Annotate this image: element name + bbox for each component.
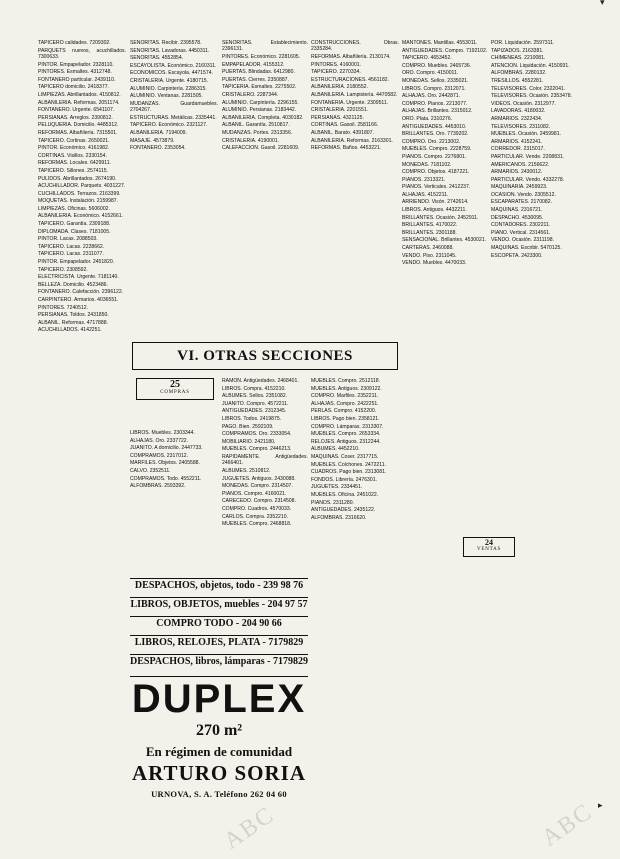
classified-ad: BRILLANTES. Ocasión. 2452911. — [402, 214, 479, 221]
classified-ad: CONTADORES. 2302211. — [491, 222, 551, 229]
classified-ad: ALHAJAS. Brillantes. 2315012. — [402, 108, 473, 115]
classified-ad: CORTINAS. Visillos. 2330154. — [38, 152, 107, 159]
classified-ad: ALBAÑILERIA. Económico. 4152661. — [38, 213, 123, 220]
classified-ad: COMPRO. Oro. 2213002. — [402, 138, 461, 145]
margin-mark: ▸ — [598, 800, 603, 810]
classified-ad: ALBAÑILERIA. 7194009. — [130, 129, 187, 136]
classified-ad: PIANOS. 2313321. — [402, 176, 446, 183]
classified-ad: ALUMINIO. Persianas. 2183442. — [222, 107, 297, 114]
classified-ad: JUANITO. A domicilio. 2447733. — [130, 445, 203, 452]
classified-ad: MUEBLES. Antiguos. 2309122. — [311, 385, 382, 392]
classified-ad: FONTANERO. 2353054. — [130, 145, 186, 152]
classified-ad: CARECEDO. Compro. 2314508. — [222, 498, 296, 505]
classified-ad: REFORMAS. Albañilería. 7315501. — [38, 129, 118, 136]
classified-ad: CRISTALERIA. 2201551. — [311, 107, 369, 114]
classified-ad: CRISTALERIA. Urgente. 4180715. — [130, 77, 209, 84]
classified-ad: ACUCHILLADOS. 4142251. — [38, 327, 102, 334]
classified-ad: ESTRUCTURAS. Metálicas. 2335441. — [130, 114, 217, 121]
classified-ad: JUANITO. Compro. 4572211. — [222, 400, 289, 407]
section-code-label: COMPRAS — [160, 390, 190, 395]
classified-ad: PERSIANAS. 4321125. — [311, 114, 364, 121]
classified-ad: CARLOS. Compra. 2352210. — [222, 513, 288, 520]
classified-ad: COMPRO. Muebles. 2465736. — [402, 62, 472, 69]
classified-ad: AMERICANOS. 2156622. — [491, 161, 550, 168]
watermark-logo: ABC — [537, 798, 598, 852]
classified-ad: TELEVISORES. 2311082. — [491, 123, 551, 130]
classified-ad: COMPRAMOS. Todo. 4552211. — [130, 475, 202, 482]
classified-ad: ALBAÑILERIA. Reformas. 2051174. — [38, 99, 120, 106]
classified-ad: MONEDAS. 7181102. — [402, 161, 452, 168]
classified-ad: PARTICULAR. Vende. 2208831. — [491, 153, 565, 160]
classified-column-compras-3 — [311, 378, 399, 833]
classified-ad: FONTANERO. Calefacción. 2396122. — [38, 289, 124, 296]
classified-ad: EMPAPELADOR. 4155312. — [222, 61, 285, 68]
classified-ad: CORTINAS. Gasoil. 2581166. — [311, 122, 379, 129]
classified-ad: TAPICERO. Económico. 2321127. — [130, 122, 208, 129]
classified-ad: LIBROS. Antiguos. 4432211. — [402, 207, 467, 214]
classified-ad: PIANOS. Compro. 2276801. — [402, 153, 467, 160]
margin-mark: ▾ — [600, 0, 605, 7]
classified-ad: CRISTALERIA. 4190001. — [222, 137, 280, 144]
classified-ad: SEÑORITAS. Establecimiento. 2396131. — [222, 40, 308, 53]
classified-ad: JUGUETES. 2334451. — [311, 484, 363, 491]
classified-ad: MARFILES. Objetos. 2405588. — [130, 460, 200, 467]
duplex-ad-title: DUPLEX — [131, 677, 307, 721]
classified-ad: TAPICERO. Lacas. 2228662. — [38, 243, 105, 250]
classified-ad: VENDO. Piso. 2311045. — [402, 252, 457, 259]
classified-column-2 — [130, 40, 218, 340]
classified-column-1 — [38, 40, 126, 830]
classified-ad: REFORMAS. Baños. 4453221. — [311, 145, 382, 152]
classified-ad: CALEFACCION. Gasoil. 2281609. — [222, 145, 300, 152]
classified-ad: ORO. Plata. 2310276. — [402, 115, 453, 122]
classified-ad: ALHAJAS. 4152211. — [402, 191, 449, 198]
classified-ad: ALBUMES. Sellos. 2351082. — [222, 393, 288, 400]
classified-ad: TAPICERO. 2308592. — [38, 266, 88, 273]
classified-ad: MUEBLES. Compro. 2468818. — [222, 521, 292, 528]
classified-ad: RAMON. Antigüedades. 2468401. — [222, 378, 299, 384]
classified-ad: BRILLANTES. Oro. 7739202. — [402, 131, 469, 138]
classified-ad: ALHAJAS. Oro. 2337722. — [130, 437, 189, 444]
classified-ad: PIANOS. Compro. 4160021. — [222, 490, 287, 497]
classified-ad: PIANOS. 2311280. — [311, 499, 354, 506]
classified-ad: COMPRO. Marfiles. 2352211. — [311, 393, 379, 400]
classified-ad: LIMPIEZAS. Oficinas. 5606002. — [38, 205, 110, 212]
duplex-ad-location: ARTURO SORIA — [131, 761, 307, 785]
classified-ad: MAQUINARIA. 2459923. — [491, 184, 548, 191]
classified-ad: VENDO. Ocasión. 2311198. — [491, 237, 554, 244]
classified-ad: ACUCHILLADOR. Parquets. 4031227. — [38, 183, 126, 190]
classified-ad: ALBAÑILERIA. Reformas. 2163301. — [311, 137, 393, 144]
classified-ad: ARMARIOS. 4152241. — [491, 138, 543, 145]
duplex-ad-contact: URNOVA, S. A. Teléfono 262 04 60 — [151, 789, 287, 799]
section-code-box-compras — [136, 378, 214, 400]
classified-ad: CARTERAS. 2460088. — [402, 245, 454, 252]
ad-despachos: DESPACHOS, objetos, todo - 239 98 76 — [130, 578, 308, 592]
classified-ad: ALBAÑIL. Reformas. 4717888. — [38, 319, 108, 326]
classified-ad: TRESILLOS. 4552281. — [491, 77, 544, 84]
section-title: VI. OTRAS SECCIONES — [132, 342, 398, 370]
classified-ad: CUCHILLADOS. Terrazos. 2163399. — [38, 190, 121, 197]
classified-ad: MONEDAS. Sellos. 2335021. — [402, 77, 469, 84]
classified-ad: ARMARIOS. 2322434. — [491, 115, 543, 122]
classified-ad: COMPRAMOS. 2317012. — [130, 452, 189, 459]
classified-ad: LIBROS. Compro. 2312071. — [402, 85, 466, 92]
classified-ad: TELEVISORES. Ocasión. 2353478. — [491, 93, 572, 100]
classified-ad: TAPICERIA. Esmaltes. 2275502. — [222, 84, 297, 91]
classified-ad: MAQUINAS. Escribir. 5470125. — [491, 245, 562, 252]
classified-ad: ATENCION. Liquidación. 4150931. — [491, 62, 570, 69]
section-code-label: VENTAS — [476, 547, 502, 552]
classified-ad: ALUMINIO. Ventanas. 2281505. — [130, 93, 203, 100]
classified-ad: FONTANERO. Urgente. 6541107. — [38, 107, 115, 114]
classified-ad: FONTANERIA. Urgente. 2309511. — [311, 99, 389, 106]
classified-ad: DIPLOMADA. Clases. 7181005. — [38, 228, 111, 235]
classified-ad: BRILLANTES. 2301188. — [402, 229, 457, 236]
classified-ad: COMPRO. Cuadros. 4570033. — [222, 505, 292, 512]
classified-ad: REFORMAS. Locales. 6429911. — [38, 160, 111, 167]
classified-ad: ANTIGÜEDADES. Compro. 7192102. — [402, 47, 488, 54]
classified-ad: DESPACHO. 4530095. — [491, 214, 544, 221]
section-code-number: 24 — [485, 538, 493, 547]
classified-column-4 — [311, 40, 399, 340]
classified-ad: ALFOMBRAS. 2280132. — [491, 70, 547, 77]
classified-ad: ALBUMES. 2510812. — [222, 467, 271, 474]
classified-ad: ALBAÑILERIA. Lampistería. 4470582. — [311, 91, 398, 98]
classified-ad: PUERTAS. Blindadas. 6412980. — [222, 69, 295, 76]
classified-ad: ALBAÑIL. Garantía. 2510817. — [222, 122, 290, 129]
classified-ad: CRISTALERO. 2287344. — [222, 91, 279, 98]
classified-ad: VIDEOS. Ocasión. 2312977. — [491, 100, 556, 107]
classified-ad: TAPICERO calidades. 7209302. — [38, 40, 111, 46]
classified-column-5 — [402, 40, 488, 830]
ad-libros-objetos: LIBROS, OBJETOS, muebles - 204 97 57 — [130, 599, 308, 610]
classified-ad: TAPICERO. Cortinas. 2650021. — [38, 137, 110, 144]
classified-ad: TAPICERO domicilio. 2418377. — [38, 84, 109, 91]
classified-ad: LIMPIEZAS. Abrillantados. 4150812. — [38, 91, 121, 98]
classified-ad: PUERTAS. Cierres. 2350887. — [222, 76, 289, 83]
classified-ad: CUADROS. Pago bien. 2313081. — [311, 469, 387, 476]
classified-ad: OCASION. Vendo. 2305512. — [491, 191, 556, 198]
classified-ad: TAPICERO. Garantía. 2309188. — [38, 221, 111, 228]
classified-ad: VENDO. Muebles. 4470033. — [402, 260, 467, 267]
classified-ad: BELLEZA. Domicilio. 4523486. — [38, 281, 108, 288]
classified-column-compras — [130, 430, 218, 560]
classified-ad: ANTIGÜEDADES. 4453010. — [402, 123, 467, 130]
classified-ad: ALUMINIO. Carpintería. 2286315. — [130, 85, 207, 92]
classified-ad: FONDOS. Librería. 2476301. — [311, 476, 377, 483]
classified-ad: PAGO. Bien. 2592109. — [222, 423, 274, 430]
classified-ad: POR. Liquidación. 2597311. — [491, 40, 555, 46]
classified-ad: PULIDOS. Abrillantados. 2674190. — [38, 175, 117, 182]
classified-ad: PINTOR. Lacas. 2088503. — [38, 236, 98, 243]
classified-ad: PINTOR. Económico. 4161982. — [38, 145, 110, 152]
classified-ad: CARPINTERO. Armarios. 4036551. — [38, 297, 119, 303]
classified-ad: PERLAS. Compro. 4152200. — [311, 408, 377, 415]
classified-ad: SEÑORITAS. 4552854. — [130, 55, 184, 62]
ad-libros-relojes: LIBROS, RELOJES, PLATA - 7179829 — [130, 635, 308, 649]
classified-ad: PINTORES. Económico. 2281605. — [222, 54, 301, 60]
classified-ad: ARRIENDO. Visón. 2742614. — [402, 199, 469, 206]
classified-ad: RAPIDAMENTE. Antigüedades. 2466401. — [222, 453, 308, 467]
duplex-ad-area: 270 m² — [195, 722, 243, 739]
classified-ad: SEÑORITAS. Recibir. 2395578. — [130, 40, 202, 46]
classified-ad: ALFOMBRAS. 2316620. — [311, 514, 367, 521]
classified-ad: MUDANZAS. Guardamuebles. 2704267. — [130, 100, 218, 114]
classified-column-3 — [222, 40, 308, 340]
classified-ad: ALUMINIO. Carpintería. 2296155. — [222, 99, 299, 106]
ad-compro-todo: COMPRO TODO - 204 90 66 — [130, 616, 308, 630]
classified-ad: ANTIGÜEDADES. 2435122. — [311, 507, 376, 514]
classified-ad: RELOJES. Antiguos. 2312244. — [311, 438, 381, 445]
classified-ad: PINTORES. 7240512. — [38, 304, 89, 311]
watermark-logo: ABC — [219, 801, 280, 855]
classified-ad: CORREDOR. 2315017. — [491, 146, 545, 153]
classified-ad: BRILLANTES. 4170022. — [402, 222, 458, 229]
classified-ad: TAPICERO. Lacas. 2311077. — [38, 251, 104, 258]
classified-ad: TAPICERO. 4653452. — [402, 55, 452, 62]
classified-ad: COMPRO. Lámparas. 2313307. — [311, 423, 384, 430]
classified-ad: COMPRAMOS. Oro. 2333054. — [222, 431, 292, 438]
classified-ad: ALHAJAS. Oro. 2442871. — [402, 93, 461, 100]
classified-ad: MASAJE. 4573879. — [130, 137, 175, 144]
classified-ad: MANTONES. Mantillas. 4553011. — [402, 40, 478, 46]
classified-ad: MAQUINAS. Coser. 2317715. — [311, 453, 379, 460]
classified-ad: SENSACIONAL. Brillantes. 4530021. — [402, 237, 487, 244]
classified-ad: PERSIANAS. Toldos. 2431850. — [38, 312, 109, 319]
classified-ad: ARMARIOS. 2430012. — [491, 169, 543, 176]
classified-ad: COMPRO. Objetos. 4187221. — [402, 169, 470, 176]
classified-ad: MUEBLES. Ocasión. 2459981. — [491, 131, 561, 138]
classified-ad: ALBUMES. 4452210. — [311, 446, 360, 453]
classified-ad: TELEVISORES. Color. 2322041. — [491, 85, 566, 92]
classified-ad: COMPRO. Pianos. 2213077. — [402, 100, 468, 107]
classified-ad: PIANOS. Verticales. 2412237. — [402, 184, 471, 191]
duplex-ad-regimen: En régimen de comunidad — [145, 744, 293, 759]
classified-ad: PARQUETS nuevos, acuchillados. 7300633. — [38, 47, 126, 60]
classified-ad: TAPIZADOS. 2163381. — [491, 47, 544, 54]
classified-ad: MUDANZAS. Portes. 2313356. — [222, 129, 293, 136]
classified-ad: ANTIGÜEDADES. 2312345. — [222, 408, 287, 415]
classified-ad: PELUQUERIA. Domicilio. 4485312. — [38, 122, 119, 129]
classified-ad: ECONOMICOS. Escayola. 4471574. — [130, 70, 213, 77]
classified-ad: MUEBLES. Compro. 2512118. — [311, 378, 380, 384]
classified-ad: ALBAÑIL. Barato. 4391807. — [311, 129, 374, 136]
classified-ad: JUGUETES. Antiguos. 2430088. — [222, 475, 296, 482]
classified-ad: LIBROS. Todos. 2419875. — [222, 415, 282, 422]
classified-ad: CONSTRUCCIONES. Obras. 2335284. — [311, 40, 399, 53]
classified-ad: MUEBLES. Compro. 2446213. — [222, 446, 292, 453]
classified-ad: REFORMAS. Albañilería. 2130174. — [311, 54, 391, 60]
classified-ad: ESTRUCTURACIONES. 4561182. — [311, 76, 390, 83]
classified-ad: PINTOR. Empapelador. 2328110. — [38, 61, 114, 68]
classified-ad: ESCAYOLISTA. Económico. 2160311. — [130, 62, 217, 69]
classified-ad: PINTORES. Esmaltes. 4312748. — [38, 69, 112, 76]
classified-ad: PARTICULAR. Vendo. 4332278. — [491, 176, 565, 183]
section-code-box-ventas — [463, 537, 515, 557]
classified-ad: ELECTRICISTA. Urgente. 7181140. — [38, 274, 119, 281]
classified-ad: MOQUETAS. Instalación. 2159987. — [38, 198, 119, 205]
classified-ad: MOBILIARIO. 2421180. — [222, 438, 276, 445]
classified-ad: ALHAJAS. Compro. 2422251. — [311, 400, 379, 407]
classified-ad: LIBROS. Pago bien. 2358121. — [311, 415, 380, 422]
classified-ad: CALVO. 2352511. — [130, 467, 171, 474]
classified-ad: ESCOPETA. 2423300. — [491, 252, 543, 259]
classified-ad: MUEBLES. Compro. 2653334. — [311, 431, 381, 438]
classified-ad: FONTANERO particular. 2439110. — [38, 76, 116, 83]
section-code-number: 25 — [170, 379, 180, 390]
classified-ad: ALFOMBRAS. 2593392. — [130, 483, 186, 490]
classified-ad: TAPICERO. 2270334. — [311, 69, 361, 76]
classified-ad: ALBAÑILERIA. 2180552. — [311, 84, 368, 91]
classified-ad: TAPICERO. Sillones. 2574115. — [38, 167, 109, 174]
classified-ad: ALBAÑILERIA. Completa. 4030182. — [222, 114, 304, 121]
classified-ad: PINTOR. Empapelador. 2451820. — [38, 259, 115, 266]
classified-ad: ORO. Compro. 4150011. — [402, 70, 459, 77]
classified-ad: MAQUINAS. 2316721. — [491, 207, 543, 214]
classified-ad: LAVADORAS. 4180032. — [491, 108, 546, 115]
classified-ad: CHIMENEAS. 2210081. — [491, 55, 546, 62]
classified-ad: MUEBLES. Compro. 2228759. — [402, 146, 472, 153]
classified-ad: MUEBLES. Oficina. 2451022. — [311, 491, 379, 498]
classified-ad: PERSIANAS. Arreglos. 2390812. — [38, 114, 113, 121]
classified-column-6 — [491, 40, 579, 830]
classified-ad: PIANO. Vertical. 2314561. — [491, 229, 551, 236]
classified-ad: LIBROS. Compra. 4152210. — [222, 385, 286, 392]
classified-ad: MONEDAS. Compro. 2314507. — [222, 483, 293, 490]
ad-despachos-libros: DESPACHOS, libros, lámparas - 7179829 — [130, 656, 308, 667]
classified-ad: SEÑORITAS. Lavadoras. 4450311. — [130, 47, 210, 54]
classified-ad: MUEBLES. Colchones. 2472211. — [311, 461, 386, 468]
classified-ad: PINTORES. 4160001. — [311, 61, 362, 68]
classified-ad: LIBROS. Muebles. 2303344. — [130, 430, 195, 436]
classified-ad: ESCAPARATES. 2170082. — [491, 199, 552, 206]
